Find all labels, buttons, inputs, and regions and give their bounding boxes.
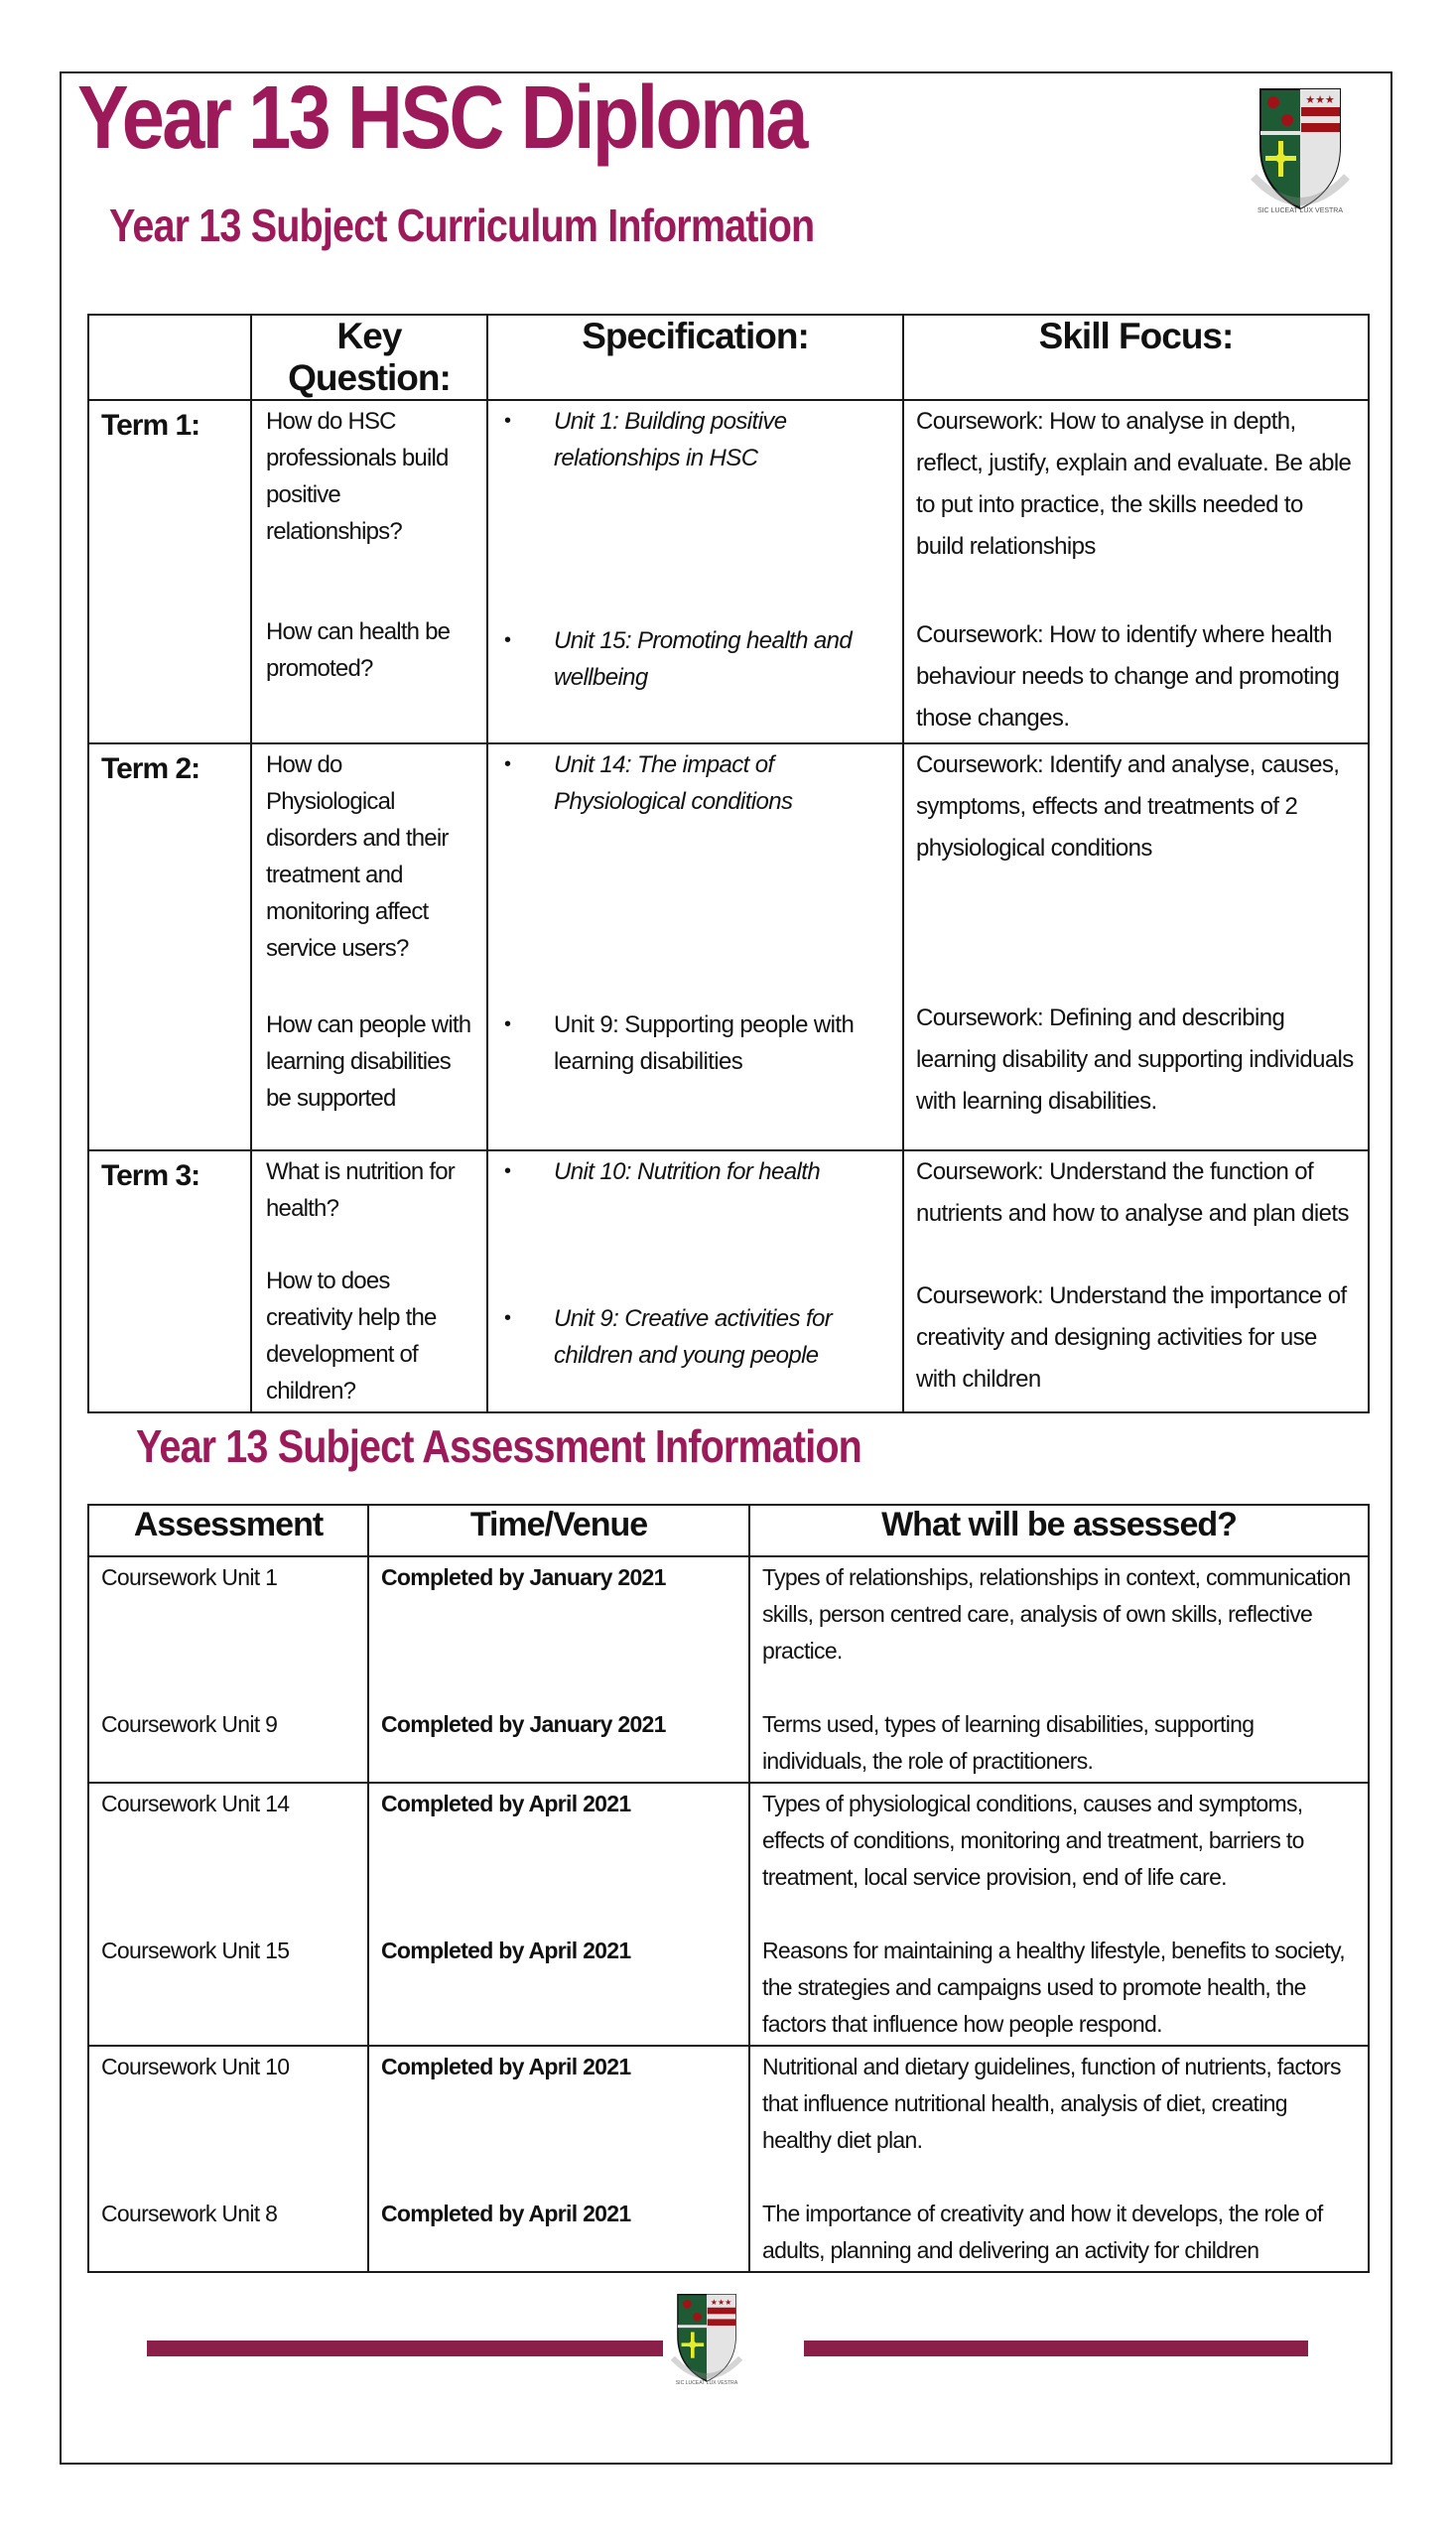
assessment-header-row [88,1505,1369,1556]
svg-text:★★★: ★★★ [1305,94,1335,106]
time-venue: Completed by April 2021 [381,2054,631,2079]
bullet-icon: • [504,1160,511,1182]
col-header-key-question: Key Question: [251,315,487,400]
table-row [88,743,1369,1150]
time-venue: Completed by January 2021 [381,1564,666,1590]
table-row [88,1150,1369,1412]
key-question: How do Physiological disorders and their treatment and monitoring affect service users? [266,751,449,962]
skill-text: Coursework: Identify and analyse, causes, symptoms, effects and treatments of 2 physiological conditions [916,751,1340,862]
time-venue: Completed by April 2021 [381,1938,631,1963]
skill-focus-cell [903,1150,1369,1412]
what-assessed: Types of physiological conditions, causes and symptoms, effects of conditions, monitoring and treatment, barriers to treatment, local service provision, end of life care. [762,1791,1304,1890]
footer-divider-left [147,2340,663,2356]
what-assessed: The importance of creativity and how it develops, the role of adults, planning and delivering an activity for children [762,2201,1323,2263]
time-venue-cell [368,2046,749,2272]
key-question: How to does creativity help the development of children? [266,1268,437,1404]
col-header-specification: Specification: [487,315,903,400]
curriculum-header-row [88,315,1369,400]
curriculum-table [87,314,1370,1413]
svg-text:SIC LUCEAT LUX VESTRA: SIC LUCEAT LUX VESTRA [675,2379,738,2386]
assessment-name-cell [88,2046,368,2272]
page-title: Year 13 HSC Diploma [77,68,806,168]
col-header-term [88,315,251,400]
key-question: How do HSC professionals build positive relationships? [266,408,449,545]
skill-text: Coursework: How to identify where health behaviour needs to change and promoting those changes. [916,621,1340,732]
assessment-name: Coursework Unit 8 [101,2201,278,2226]
assessment-name: Coursework Unit 1 [101,1564,278,1590]
what-assessed: Reasons for maintaining a healthy lifestyle, benefits to society, the strategies and campaigns used to promote health, the factors that influence how people respond. [762,1938,1345,2037]
time-venue-cell [368,1783,749,2046]
col-header-time-venue: Time/Venue [368,1505,749,1556]
what-assessed-cell [749,2046,1369,2272]
assessment-name: Coursework Unit 14 [101,1791,290,1816]
spec-text: Unit 14: The impact of Physiological conditions [554,751,793,815]
assessment-heading: Year 13 Subject Assessment Information [136,1420,861,1472]
spec-text: Unit 9: Creative activities for children and young people [554,1305,833,1369]
skill-text: Coursework: Defining and describing learning disability and supporting individuals with learning disabilities. [916,1004,1354,1115]
key-question-cell [251,1150,487,1412]
skill-text: Coursework: Understand the function of nutrients and how to analyse and plan diets [916,1158,1349,1227]
table-row [88,400,1369,743]
bullet-icon: • [504,753,511,775]
spec-text: Unit 10: Nutrition for health [554,1158,821,1185]
table-row [88,1783,1369,2046]
skill-focus-cell [903,400,1369,743]
spec-text: Unit 9: Supporting people with learning disabilities [554,1011,855,1075]
what-assessed: Terms used, types of learning disabilities, supporting individuals, the role of practitioners. [762,1711,1255,1774]
term-label: Term 1: [88,400,251,743]
time-venue-cell [368,1556,749,1783]
svg-text:★★★: ★★★ [710,2297,732,2307]
spec-item [500,622,890,696]
key-question: How can people with learning disabilities be supported [266,1011,471,1112]
spec-item [500,1006,890,1080]
assessment-name: Coursework Unit 15 [101,1938,290,1963]
spec-text: Unit 1: Building positive relationships in HSC [554,408,787,471]
svg-text:SIC LUCEAT LUX VESTRA: SIC LUCEAT LUX VESTRA [1257,207,1344,214]
assessment-name-cell [88,1783,368,2046]
assessment-name: Coursework Unit 10 [101,2054,290,2079]
spec-item [500,1153,890,1300]
assessment-table [87,1504,1370,2273]
table-row [88,2046,1369,2272]
term-label: Term 3: [88,1150,251,1412]
key-question-cell [251,400,487,743]
specification-cell [487,400,903,743]
spec-item [500,1300,890,1374]
what-assessed: Nutritional and dietary guidelines, function of nutrients, factors that influence nutritional health, analysis of diet, creating healthy diet plan. [762,2054,1341,2153]
school-crest-icon [667,2283,746,2397]
term-label: Term 2: [88,743,251,1150]
key-question: How can health be promoted? [266,618,451,682]
key-question: What is nutrition for health? [266,1158,455,1222]
col-header-skill-focus: Skill Focus: [903,315,1369,400]
what-assessed-cell [749,1556,1369,1783]
curriculum-heading: Year 13 Subject Curriculum Information [109,200,815,251]
school-crest-icon [1246,77,1355,226]
bullet-icon: • [504,1307,511,1329]
skill-focus-cell [903,743,1369,1150]
time-venue: Completed by April 2021 [381,2201,631,2226]
table-row [88,1556,1369,1783]
col-header-what-assessed: What will be assessed? [749,1505,1369,1556]
assessment-name-cell [88,1556,368,1783]
assessment-name: Coursework Unit 9 [101,1711,278,1737]
time-venue: Completed by April 2021 [381,1791,631,1816]
time-venue: Completed by January 2021 [381,1711,666,1737]
key-question-cell [251,743,487,1150]
specification-cell [487,743,903,1150]
skill-text: Coursework: How to analyse in depth, reflect, justify, explain and evaluate. Be able to put into practice, the skills needed to build relationships [916,408,1352,560]
skill-text: Coursework: Understand the importance of creativity and designing activities for use with children [916,1282,1347,1393]
what-assessed-cell [749,1783,1369,2046]
bullet-icon: • [504,410,511,432]
spec-text: Unit 15: Promoting health and wellbeing [554,627,853,691]
footer-divider-right [804,2340,1308,2356]
what-assessed: Types of relationships, relationships in context, communication skills, person centred care, analysis of own skills, reflective practice. [762,1564,1351,1664]
spec-item [500,403,890,622]
bullet-icon: • [504,629,511,651]
col-header-assessment: Assessment [88,1505,368,1556]
specification-cell [487,1150,903,1412]
spec-item [500,746,890,1006]
bullet-icon: • [504,1013,511,1035]
